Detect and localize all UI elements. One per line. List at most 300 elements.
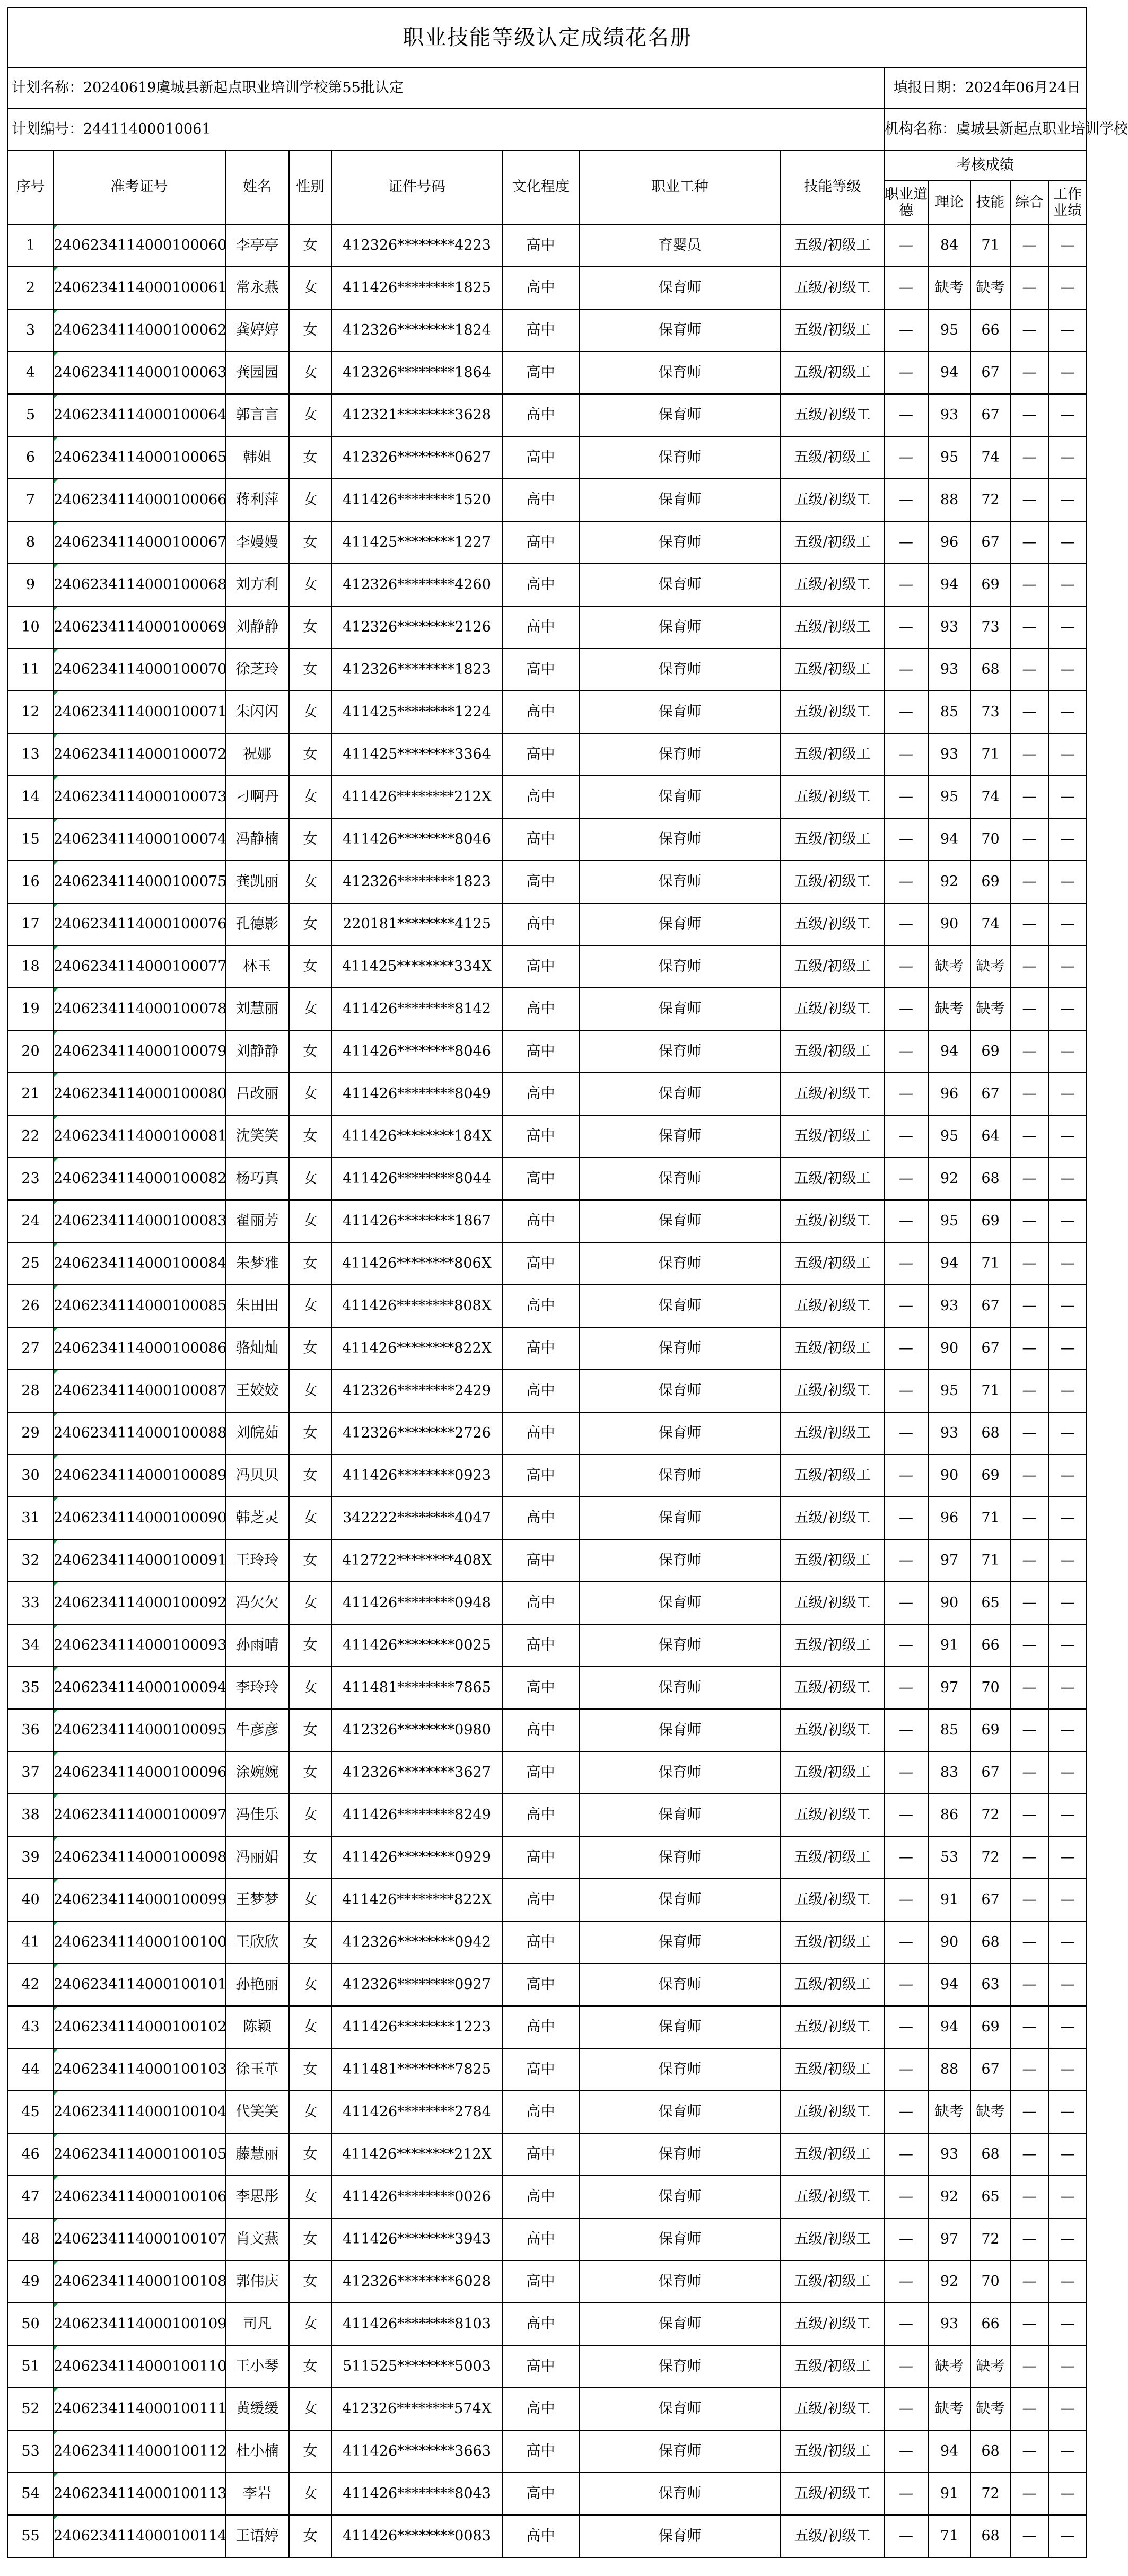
occupation: 保育师 xyxy=(579,2303,781,2345)
row-seq: 39 xyxy=(8,1836,53,1879)
theory-score: 90 xyxy=(928,1327,970,1370)
row-seq: 8 xyxy=(8,521,53,564)
student-name: 朱梦雅 xyxy=(225,1242,289,1285)
id-number: 412326********0942 xyxy=(331,1921,502,1964)
education: 高中 xyxy=(502,2218,579,2260)
table-row xyxy=(8,2176,1087,2218)
exam-number: 2406234114000100088 xyxy=(53,1412,225,1455)
ethics-score: — xyxy=(884,2345,928,2388)
theory-score: 94 xyxy=(928,352,970,394)
exam-number: 2406234114000100101 xyxy=(53,1964,225,2006)
work-score: — xyxy=(1048,1709,1087,1751)
skill-score: 67 xyxy=(970,521,1010,564)
row-seq: 3 xyxy=(8,309,53,352)
overall-score: — xyxy=(1010,1582,1048,1624)
gender: 女 xyxy=(289,1073,331,1115)
skill-score: 71 xyxy=(970,1242,1010,1285)
skill-score: 68 xyxy=(970,1158,1010,1200)
work-score: — xyxy=(1048,1030,1087,1073)
row-seq: 29 xyxy=(8,1412,53,1455)
theory-score: 缺考 xyxy=(928,2091,970,2133)
gender: 女 xyxy=(289,436,331,479)
work-score: — xyxy=(1048,2260,1087,2303)
row-seq: 52 xyxy=(8,2388,53,2430)
skill-level: 五级/初级工 xyxy=(781,2515,884,2557)
ethics-score: — xyxy=(884,1115,928,1158)
row-seq: 15 xyxy=(8,818,53,861)
exam-number: 2406234114000100073 xyxy=(53,776,225,818)
row-seq: 4 xyxy=(8,352,53,394)
student-name: 龚婷婷 xyxy=(225,309,289,352)
row-seq: 48 xyxy=(8,2218,53,2260)
education: 高中 xyxy=(502,2260,579,2303)
student-name: 刁啊丹 xyxy=(225,776,289,818)
theory-score: 86 xyxy=(928,1794,970,1836)
education: 高中 xyxy=(502,776,579,818)
skill-level: 五级/初级工 xyxy=(781,1073,884,1115)
exam-number: 2406234114000100069 xyxy=(53,606,225,649)
education: 高中 xyxy=(502,1370,579,1412)
gender: 女 xyxy=(289,1030,331,1073)
id-number: 411426********212X xyxy=(331,2133,502,2176)
gender: 女 xyxy=(289,2176,331,2218)
work-score: — xyxy=(1048,1964,1087,2006)
overall-score: — xyxy=(1010,224,1048,267)
id-number: 412326********1864 xyxy=(331,352,502,394)
education: 高中 xyxy=(502,1242,579,1285)
exam-number: 2406234114000100085 xyxy=(53,1285,225,1327)
overall-score: — xyxy=(1010,1455,1048,1497)
skill-score: 72 xyxy=(970,1836,1010,1879)
table-row xyxy=(8,1709,1087,1751)
table-row xyxy=(8,945,1087,988)
theory-score: 缺考 xyxy=(928,988,970,1030)
overall-score: — xyxy=(1010,2345,1048,2388)
occupation: 保育师 xyxy=(579,776,781,818)
id-number: 411426********0923 xyxy=(331,1455,502,1497)
gender: 女 xyxy=(289,2345,331,2388)
education: 高中 xyxy=(502,479,579,521)
student-name: 李玲玲 xyxy=(225,1667,289,1709)
id-number: 412326********1823 xyxy=(331,649,502,691)
row-seq: 14 xyxy=(8,776,53,818)
theory-score: 85 xyxy=(928,691,970,733)
education: 高中 xyxy=(502,2388,579,2430)
skill-score: 71 xyxy=(970,733,1010,776)
exam-number: 2406234114000100097 xyxy=(53,1794,225,1836)
exam-number: 2406234114000100076 xyxy=(53,903,225,945)
student-name: 杨巧真 xyxy=(225,1158,289,1200)
ethics-score: — xyxy=(884,1370,928,1412)
exam-number: 2406234114000100099 xyxy=(53,1879,225,1921)
education: 高中 xyxy=(502,1964,579,2006)
row-seq: 45 xyxy=(8,2091,53,2133)
student-name: 吕改丽 xyxy=(225,1073,289,1115)
skill-score: 66 xyxy=(970,309,1010,352)
work-score: — xyxy=(1048,1667,1087,1709)
overall-score: — xyxy=(1010,1242,1048,1285)
exam-number: 2406234114000100090 xyxy=(53,1497,225,1539)
table-row xyxy=(8,1751,1087,1794)
gender: 女 xyxy=(289,2091,331,2133)
exam-number: 2406234114000100107 xyxy=(53,2218,225,2260)
skill-level: 五级/初级工 xyxy=(781,2345,884,2388)
skill-score: 72 xyxy=(970,2218,1010,2260)
work-score: — xyxy=(1048,521,1087,564)
gender: 女 xyxy=(289,521,331,564)
id-number: 411426********2784 xyxy=(331,2091,502,2133)
id-number: 412326********0627 xyxy=(331,436,502,479)
overall-score: — xyxy=(1010,1030,1048,1073)
student-name: 杜小楠 xyxy=(225,2430,289,2473)
education: 高中 xyxy=(502,1285,579,1327)
work-score: — xyxy=(1048,1879,1087,1921)
id-number: 411426********8043 xyxy=(331,2473,502,2515)
occupation: 保育师 xyxy=(579,1879,781,1921)
ethics-score: — xyxy=(884,649,928,691)
exam-number: 2406234114000100081 xyxy=(53,1115,225,1158)
id-number: 411426********0026 xyxy=(331,2176,502,2218)
id-number: 411426********8046 xyxy=(331,818,502,861)
row-seq: 55 xyxy=(8,2515,53,2557)
exam-number: 2406234114000100082 xyxy=(53,1158,225,1200)
id-number: 411425********3364 xyxy=(331,733,502,776)
exam-number: 2406234114000100112 xyxy=(53,2430,225,2473)
skill-score: 68 xyxy=(970,649,1010,691)
exam-number: 2406234114000100094 xyxy=(53,1667,225,1709)
id-number: 411426********184X xyxy=(331,1115,502,1158)
student-name: 林玉 xyxy=(225,945,289,988)
gender: 女 xyxy=(289,606,331,649)
id-number: 412326********1824 xyxy=(331,309,502,352)
theory-score: 93 xyxy=(928,1285,970,1327)
education: 高中 xyxy=(502,521,579,564)
work-score: — xyxy=(1048,1794,1087,1836)
skill-score: 67 xyxy=(970,1327,1010,1370)
exam-number: 2406234114000100108 xyxy=(53,2260,225,2303)
ethics-score: — xyxy=(884,394,928,436)
work-score: — xyxy=(1048,733,1087,776)
student-name: 陈颖 xyxy=(225,2006,289,2048)
id-number: 411426********1867 xyxy=(331,1200,502,1242)
exam-number: 2406234114000100068 xyxy=(53,564,225,606)
overall-score: — xyxy=(1010,606,1048,649)
student-name: 李思彤 xyxy=(225,2176,289,2218)
work-score: — xyxy=(1048,1836,1087,1879)
id-number: 412326********3627 xyxy=(331,1751,502,1794)
skill-level: 五级/初级工 xyxy=(781,436,884,479)
occupation: 保育师 xyxy=(579,2091,781,2133)
theory-score: 90 xyxy=(928,903,970,945)
student-name: 祝娜 xyxy=(225,733,289,776)
skill-level: 五级/初级工 xyxy=(781,1709,884,1751)
id-number: 411426********822X xyxy=(331,1879,502,1921)
ethics-score: — xyxy=(884,521,928,564)
skill-level: 五级/初级工 xyxy=(781,691,884,733)
education: 高中 xyxy=(502,1667,579,1709)
education: 高中 xyxy=(502,1539,579,1582)
skill-level: 五级/初级工 xyxy=(781,2091,884,2133)
gender: 女 xyxy=(289,1582,331,1624)
row-seq: 32 xyxy=(8,1539,53,1582)
ethics-score: — xyxy=(884,861,928,903)
overall-score: — xyxy=(1010,2473,1048,2515)
work-score: — xyxy=(1048,1370,1087,1412)
skill-level: 五级/初级工 xyxy=(781,1370,884,1412)
education: 高中 xyxy=(502,2133,579,2176)
ethics-score: — xyxy=(884,2091,928,2133)
work-score: — xyxy=(1048,2091,1087,2133)
theory-score: 缺考 xyxy=(928,267,970,309)
ethics-score: — xyxy=(884,818,928,861)
skill-score: 66 xyxy=(970,1624,1010,1667)
skill-level: 五级/初级工 xyxy=(781,1964,884,2006)
table-row xyxy=(8,267,1087,309)
gender: 女 xyxy=(289,2515,331,2557)
occupation: 保育师 xyxy=(579,1794,781,1836)
overall-score: — xyxy=(1010,2006,1048,2048)
theory-score: 92 xyxy=(928,2176,970,2218)
skill-level: 五级/初级工 xyxy=(781,267,884,309)
work-score: — xyxy=(1048,818,1087,861)
id-number: 411426********8049 xyxy=(331,1073,502,1115)
gender: 女 xyxy=(289,224,331,267)
education: 高中 xyxy=(502,1879,579,1921)
table-row xyxy=(8,1412,1087,1455)
skill-level: 五级/初级工 xyxy=(781,1751,884,1794)
header-work: 工作业绩 xyxy=(1048,181,1087,224)
ethics-score: — xyxy=(884,1327,928,1370)
gender: 女 xyxy=(289,818,331,861)
work-score: — xyxy=(1048,2345,1087,2388)
exam-number: 2406234114000100072 xyxy=(53,733,225,776)
theory-score: 94 xyxy=(928,1030,970,1073)
student-name: 王小琴 xyxy=(225,2345,289,2388)
skill-level: 五级/初级工 xyxy=(781,1200,884,1242)
gender: 女 xyxy=(289,733,331,776)
row-seq: 10 xyxy=(8,606,53,649)
header-scores: 考核成绩 xyxy=(884,150,1087,181)
ethics-score: — xyxy=(884,1242,928,1285)
table-row xyxy=(8,1073,1087,1115)
student-name: 李嫚嫚 xyxy=(225,521,289,564)
education: 高中 xyxy=(502,861,579,903)
ethics-score: — xyxy=(884,352,928,394)
gender: 女 xyxy=(289,564,331,606)
skill-score: 71 xyxy=(970,1539,1010,1582)
work-score: — xyxy=(1048,1921,1087,1964)
occupation: 保育师 xyxy=(579,394,781,436)
occupation: 保育师 xyxy=(579,733,781,776)
exam-number: 2406234114000100062 xyxy=(53,309,225,352)
ethics-score: — xyxy=(884,1285,928,1327)
skill-score: 67 xyxy=(970,1751,1010,1794)
row-seq: 19 xyxy=(8,988,53,1030)
overall-score: — xyxy=(1010,1200,1048,1242)
overall-score: — xyxy=(1010,1370,1048,1412)
row-seq: 34 xyxy=(8,1624,53,1667)
header-gender: 性别 xyxy=(289,150,331,224)
work-score: — xyxy=(1048,1751,1087,1794)
work-score: — xyxy=(1048,2515,1087,2557)
overall-score: — xyxy=(1010,394,1048,436)
education: 高中 xyxy=(502,903,579,945)
exam-number: 2406234114000100084 xyxy=(53,1242,225,1285)
education: 高中 xyxy=(502,2176,579,2218)
table-row xyxy=(8,691,1087,733)
header-name: 姓名 xyxy=(225,150,289,224)
work-score: — xyxy=(1048,1158,1087,1200)
gender: 女 xyxy=(289,2218,331,2260)
row-seq: 49 xyxy=(8,2260,53,2303)
education: 高中 xyxy=(502,606,579,649)
skill-level: 五级/初级工 xyxy=(781,2430,884,2473)
skill-level: 五级/初级工 xyxy=(781,1667,884,1709)
skill-score: 71 xyxy=(970,1370,1010,1412)
student-name: 冯丽娟 xyxy=(225,1836,289,1879)
theory-score: 92 xyxy=(928,861,970,903)
occupation: 保育师 xyxy=(579,1370,781,1412)
page-title: 职业技能等级认定成绩花名册 xyxy=(8,8,1087,67)
gender: 女 xyxy=(289,2260,331,2303)
occupation: 保育师 xyxy=(579,988,781,1030)
exam-number: 2406234114000100070 xyxy=(53,649,225,691)
gender: 女 xyxy=(289,1200,331,1242)
education: 高中 xyxy=(502,2515,579,2557)
skill-level: 五级/初级工 xyxy=(781,1327,884,1370)
ethics-score: — xyxy=(884,606,928,649)
student-name: 冯静楠 xyxy=(225,818,289,861)
id-number: 411481********7825 xyxy=(331,2048,502,2091)
work-score: — xyxy=(1048,2218,1087,2260)
skill-score: 68 xyxy=(970,2515,1010,2557)
education: 高中 xyxy=(502,2430,579,2473)
theory-score: 95 xyxy=(928,1200,970,1242)
education: 高中 xyxy=(502,2091,579,2133)
student-name: 孔德影 xyxy=(225,903,289,945)
skill-level: 五级/初级工 xyxy=(781,1836,884,1879)
overall-score: — xyxy=(1010,1073,1048,1115)
student-name: 孙艳丽 xyxy=(225,1964,289,2006)
overall-score: — xyxy=(1010,436,1048,479)
row-seq: 1 xyxy=(8,224,53,267)
student-name: 王玲玲 xyxy=(225,1539,289,1582)
table-row xyxy=(8,1370,1087,1412)
exam-number: 2406234114000100086 xyxy=(53,1327,225,1370)
skill-score: 67 xyxy=(970,1879,1010,1921)
student-name: 韩姐 xyxy=(225,436,289,479)
work-score: — xyxy=(1048,564,1087,606)
ethics-score: — xyxy=(884,1836,928,1879)
overall-score: — xyxy=(1010,2091,1048,2133)
exam-number: 2406234114000100111 xyxy=(53,2388,225,2430)
work-score: — xyxy=(1048,1285,1087,1327)
table-row xyxy=(8,2260,1087,2303)
exam-number: 2406234114000100087 xyxy=(53,1370,225,1412)
occupation: 保育师 xyxy=(579,2048,781,2091)
work-score: — xyxy=(1048,691,1087,733)
education: 高中 xyxy=(502,1624,579,1667)
overall-score: — xyxy=(1010,988,1048,1030)
table-row xyxy=(8,1497,1087,1539)
theory-score: 94 xyxy=(928,818,970,861)
gender: 女 xyxy=(289,1624,331,1667)
skill-level: 五级/初级工 xyxy=(781,776,884,818)
header-seq: 序号 xyxy=(8,150,53,224)
work-score: — xyxy=(1048,224,1087,267)
header-level: 技能等级 xyxy=(781,150,884,224)
student-name: 沈笑笑 xyxy=(225,1115,289,1158)
education: 高中 xyxy=(502,945,579,988)
work-score: — xyxy=(1048,394,1087,436)
skill-score: 69 xyxy=(970,1709,1010,1751)
education: 高中 xyxy=(502,1073,579,1115)
table-row xyxy=(8,2473,1087,2515)
id-number: 411426********1825 xyxy=(331,267,502,309)
student-name: 常永燕 xyxy=(225,267,289,309)
theory-score: 94 xyxy=(928,564,970,606)
skill-level: 五级/初级工 xyxy=(781,2260,884,2303)
row-seq: 22 xyxy=(8,1115,53,1158)
occupation: 保育师 xyxy=(579,1073,781,1115)
gender: 女 xyxy=(289,1794,331,1836)
id-number: 411426********0025 xyxy=(331,1624,502,1667)
row-seq: 41 xyxy=(8,1921,53,1964)
occupation: 保育师 xyxy=(579,521,781,564)
education: 高中 xyxy=(502,2345,579,2388)
id-number: 412326********2126 xyxy=(331,606,502,649)
skill-score: 71 xyxy=(970,224,1010,267)
gender: 女 xyxy=(289,1412,331,1455)
table-row xyxy=(8,2388,1087,2430)
skill-score: 缺考 xyxy=(970,2345,1010,2388)
occupation: 保育师 xyxy=(579,1497,781,1539)
table-row xyxy=(8,436,1087,479)
skill-level: 五级/初级工 xyxy=(781,1879,884,1921)
education: 高中 xyxy=(502,988,579,1030)
ethics-score: — xyxy=(884,733,928,776)
overall-score: — xyxy=(1010,2218,1048,2260)
education: 高中 xyxy=(502,1836,579,1879)
skill-score: 64 xyxy=(970,1115,1010,1158)
student-name: 冯贝贝 xyxy=(225,1455,289,1497)
exam-number: 2406234114000100089 xyxy=(53,1455,225,1497)
occupation: 保育师 xyxy=(579,479,781,521)
education: 高中 xyxy=(502,1115,579,1158)
theory-score: 94 xyxy=(928,1964,970,2006)
occupation: 保育师 xyxy=(579,1200,781,1242)
skill-level: 五级/初级工 xyxy=(781,2006,884,2048)
exam-number: 2406234114000100064 xyxy=(53,394,225,436)
ethics-score: — xyxy=(884,1964,928,2006)
theory-score: 94 xyxy=(928,2430,970,2473)
student-name: 王语婷 xyxy=(225,2515,289,2557)
education: 高中 xyxy=(502,649,579,691)
skill-level: 五级/初级工 xyxy=(781,1030,884,1073)
row-seq: 43 xyxy=(8,2006,53,2048)
exam-number: 2406234114000100074 xyxy=(53,818,225,861)
education: 高中 xyxy=(502,436,579,479)
student-name: 李岩 xyxy=(225,2473,289,2515)
ethics-score: — xyxy=(884,1921,928,1964)
ethics-score: — xyxy=(884,2388,928,2430)
theory-score: 96 xyxy=(928,1073,970,1115)
skill-score: 63 xyxy=(970,1964,1010,2006)
row-seq: 31 xyxy=(8,1497,53,1539)
student-name: 司凡 xyxy=(225,2303,289,2345)
ethics-score: — xyxy=(884,1624,928,1667)
ethics-score: — xyxy=(884,2430,928,2473)
